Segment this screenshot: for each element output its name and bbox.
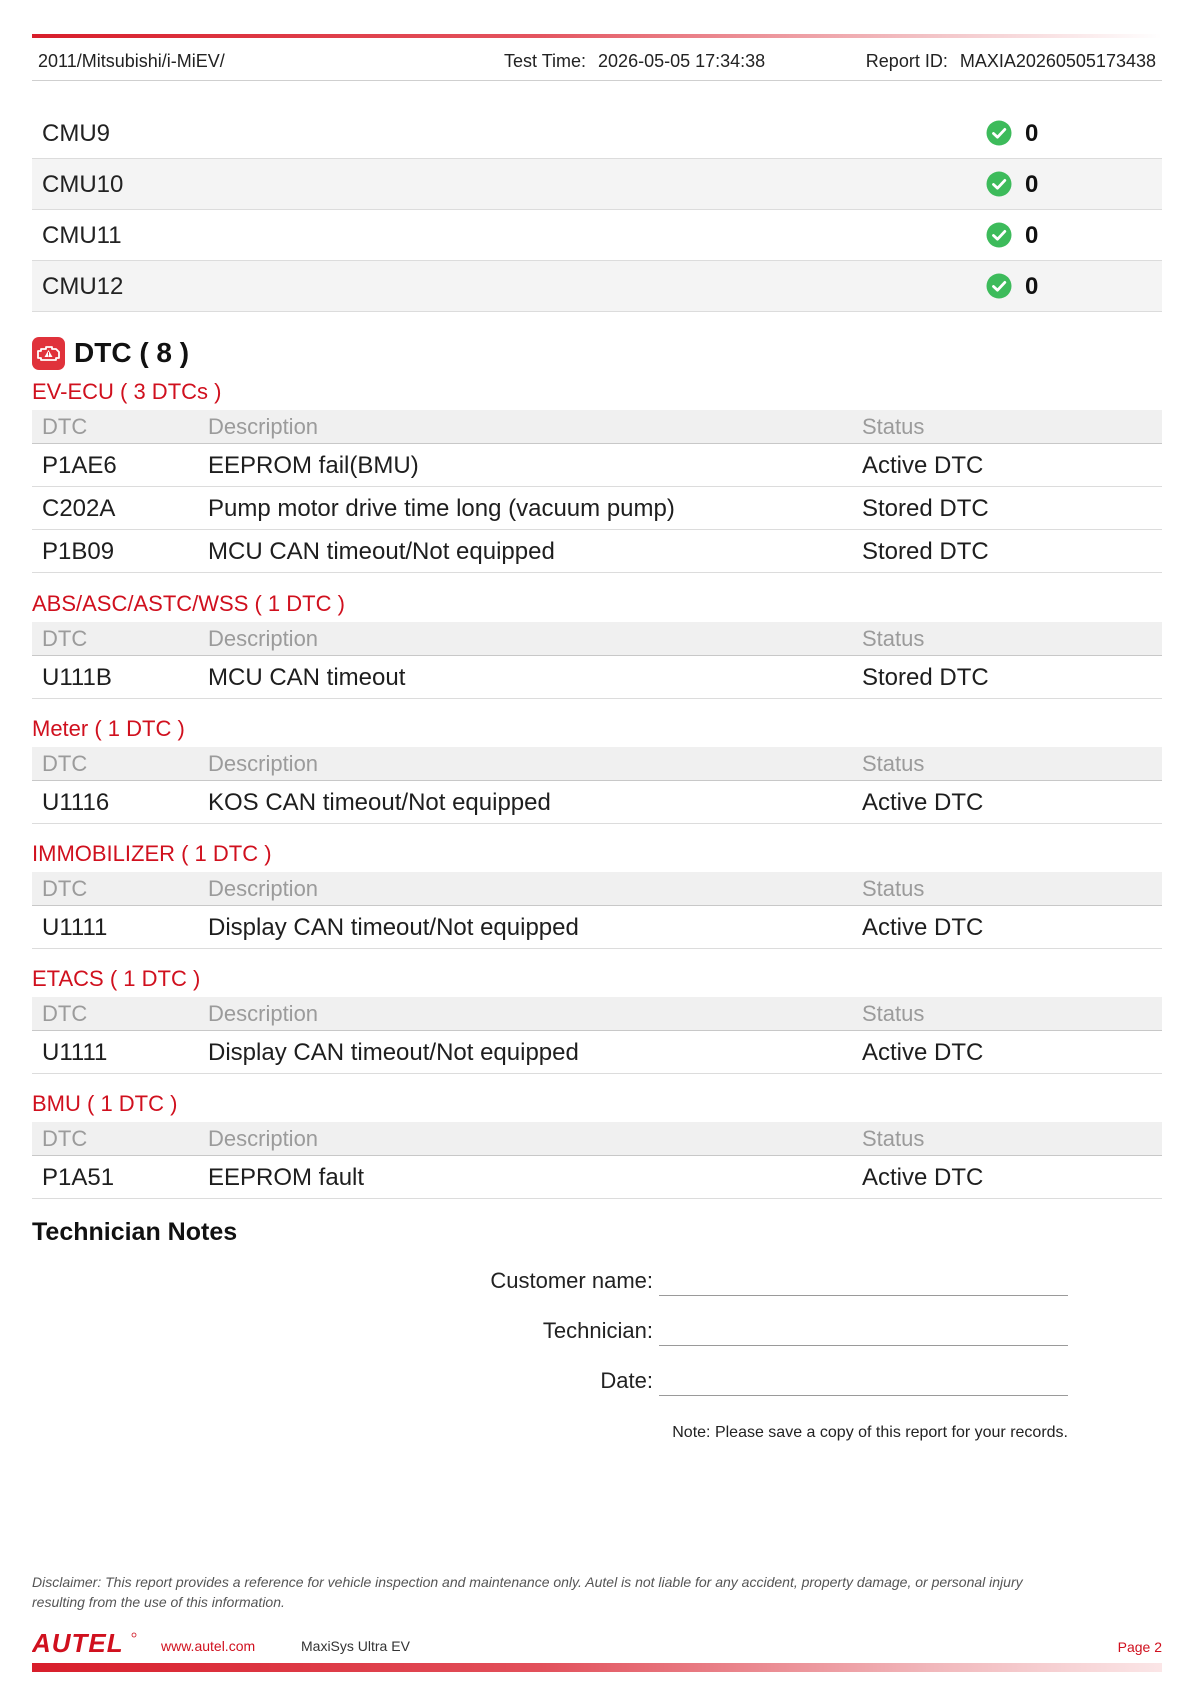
table-header (32, 1122, 1162, 1156)
col-dtc-header: DTC (42, 626, 88, 651)
cmu-status-table (32, 108, 1162, 312)
page-number: Page 2 (1117, 1639, 1162, 1655)
table-row (32, 781, 1162, 824)
test-time (504, 51, 765, 72)
cmu-row (32, 210, 1162, 261)
technician-field[interactable] (468, 1318, 1068, 1348)
dtc-description: EEPROM fail(BMU) (208, 452, 419, 479)
dtc-group-abs (32, 588, 1162, 699)
table-header (32, 410, 1162, 444)
dtc-status: Stored DTC (862, 664, 989, 691)
disclaimer: Disclaimer: This report provides a reference for vehicle inspection and maintenance only. Autel is not liable for any accident, property damage, or personal injury resulting from the use of this information. (32, 1574, 1023, 1610)
table-row (32, 656, 1162, 699)
dtc-count: 0 (1025, 222, 1039, 249)
col-description-header: Description (208, 876, 319, 901)
technician-notes-title: Technician Notes (32, 1218, 238, 1246)
col-description-header: Description (208, 1126, 319, 1151)
table-row (32, 906, 1162, 949)
cmu-name: CMU11 (42, 222, 122, 249)
table-header (32, 622, 1162, 656)
dtc-group-etacs (32, 963, 1162, 1074)
dtc-group-bmu (32, 1088, 1162, 1199)
check-icon (986, 222, 1012, 248)
dtc-status: Active DTC (862, 452, 984, 479)
dtc-code: P1B09 (42, 538, 115, 565)
save-copy-note: Note: Please save a copy of this report for your records. (672, 1424, 1068, 1441)
svg-text:AUTEL: AUTEL (32, 1630, 124, 1656)
cmu-row (32, 159, 1162, 210)
vehicle-path: 2011/Mitsubishi/i-MiEV/ (38, 51, 225, 71)
dtc-description: EEPROM fault (208, 1164, 365, 1191)
dtc-code: P1A51 (42, 1164, 115, 1191)
col-description-header: Description (208, 1001, 319, 1026)
technician-line[interactable] (659, 1345, 1068, 1346)
cmu-name: CMU12 (42, 273, 124, 300)
dtc-group-immobilizer (32, 838, 1162, 949)
dtc-status: Active DTC (862, 1164, 984, 1191)
group-title: Meter ( 1 DTC ) (32, 716, 185, 741)
dtc-description: MCU CAN timeout/Not equipped (208, 538, 555, 565)
dtc-code: U1116 (42, 789, 110, 816)
col-status-header: Status (862, 876, 925, 901)
dtc-group-meter (32, 713, 1162, 824)
top-accent-bar (32, 34, 1162, 38)
dtc-count: 0 (1025, 171, 1039, 198)
report-id-label: Report ID: (865, 51, 948, 71)
col-status-header: Status (862, 751, 925, 776)
table-row (32, 530, 1162, 573)
cmu-name: CMU9 (42, 120, 111, 147)
dtc-description: Display CAN timeout/Not equipped (208, 1039, 579, 1066)
col-dtc-header: DTC (42, 751, 88, 776)
table-row (32, 1156, 1162, 1199)
test-time-value: 2026-05-05 17:34:38 (598, 51, 766, 71)
group-title: ETACS ( 1 DTC ) (32, 966, 201, 991)
group-title: EV-ECU ( 3 DTCs ) (32, 379, 222, 404)
table-header (32, 747, 1162, 781)
customer-name-label: Customer name: (490, 1268, 653, 1293)
group-title: IMMOBILIZER ( 1 DTC ) (32, 841, 272, 866)
date-line[interactable] (659, 1395, 1068, 1396)
date-field[interactable] (468, 1368, 1068, 1398)
dtc-description: MCU CAN timeout (208, 664, 406, 691)
col-description-header: Description (208, 751, 319, 776)
dtc-code: C202A (42, 495, 116, 522)
dtc-status: Stored DTC (862, 538, 989, 565)
cmu-name: CMU10 (42, 171, 124, 198)
dtc-count: 0 (1025, 120, 1039, 147)
check-icon (986, 273, 1012, 299)
table-header (32, 872, 1162, 906)
group-title: ABS/ASC/ASTC/WSS ( 1 DTC ) (32, 591, 345, 616)
dtc-section-title: DTC ( 8 ) (74, 337, 190, 368)
device-model: MaxiSys Ultra EV (301, 1638, 410, 1654)
report-header (32, 48, 1162, 81)
table-header (32, 997, 1162, 1031)
dtc-description: Pump motor drive time long (vacuum pump) (208, 495, 675, 522)
dtc-code: U111B (42, 664, 112, 691)
group-title: BMU ( 1 DTC ) (32, 1091, 178, 1116)
col-dtc-header: DTC (42, 414, 88, 439)
col-status-header: Status (862, 414, 925, 439)
dtc-code: U1111 (42, 914, 108, 941)
dtc-code: P1AE6 (42, 452, 117, 479)
dtc-code: U1111 (42, 1039, 108, 1066)
technician-label: Technician: (542, 1318, 653, 1343)
col-status-header: Status (862, 1126, 925, 1151)
check-icon (986, 171, 1012, 197)
table-row (32, 444, 1162, 487)
dtc-status: Active DTC (862, 914, 984, 941)
engine-warning-icon (32, 337, 65, 370)
customer-name-field[interactable] (468, 1268, 1068, 1298)
autel-logo (32, 1630, 138, 1656)
col-description-header: Description (208, 626, 319, 651)
check-icon (986, 120, 1012, 146)
dtc-status: Stored DTC (862, 495, 989, 522)
dtc-status: Active DTC (862, 789, 984, 816)
table-row (32, 487, 1162, 530)
report-id-value: MAXIA20260505173438 (959, 51, 1156, 71)
col-dtc-header: DTC (42, 1001, 88, 1026)
page-footer (32, 1630, 1162, 1660)
col-status-header: Status (862, 1001, 925, 1026)
dtc-status: Active DTC (862, 1039, 984, 1066)
dtc-description: KOS CAN timeout/Not equipped (208, 789, 551, 816)
dtc-group-ev-ecu (32, 376, 1162, 573)
dtc-description: Display CAN timeout/Not equipped (208, 914, 579, 941)
date-label: Date: (600, 1368, 653, 1393)
col-dtc-header: DTC (42, 876, 88, 901)
col-description-header: Description (208, 414, 319, 439)
report-id (866, 51, 1156, 72)
dtc-count: 0 (1025, 273, 1039, 300)
cmu-row (32, 108, 1162, 159)
customer-name-line[interactable] (659, 1295, 1068, 1296)
table-row (32, 1031, 1162, 1074)
cmu-row (32, 261, 1162, 312)
col-dtc-header: DTC (42, 1126, 88, 1151)
test-time-label: Test Time: (504, 51, 587, 71)
website-link[interactable]: www.autel.com (161, 1638, 256, 1654)
col-status-header: Status (862, 626, 925, 651)
bottom-accent-bar (32, 1663, 1162, 1672)
